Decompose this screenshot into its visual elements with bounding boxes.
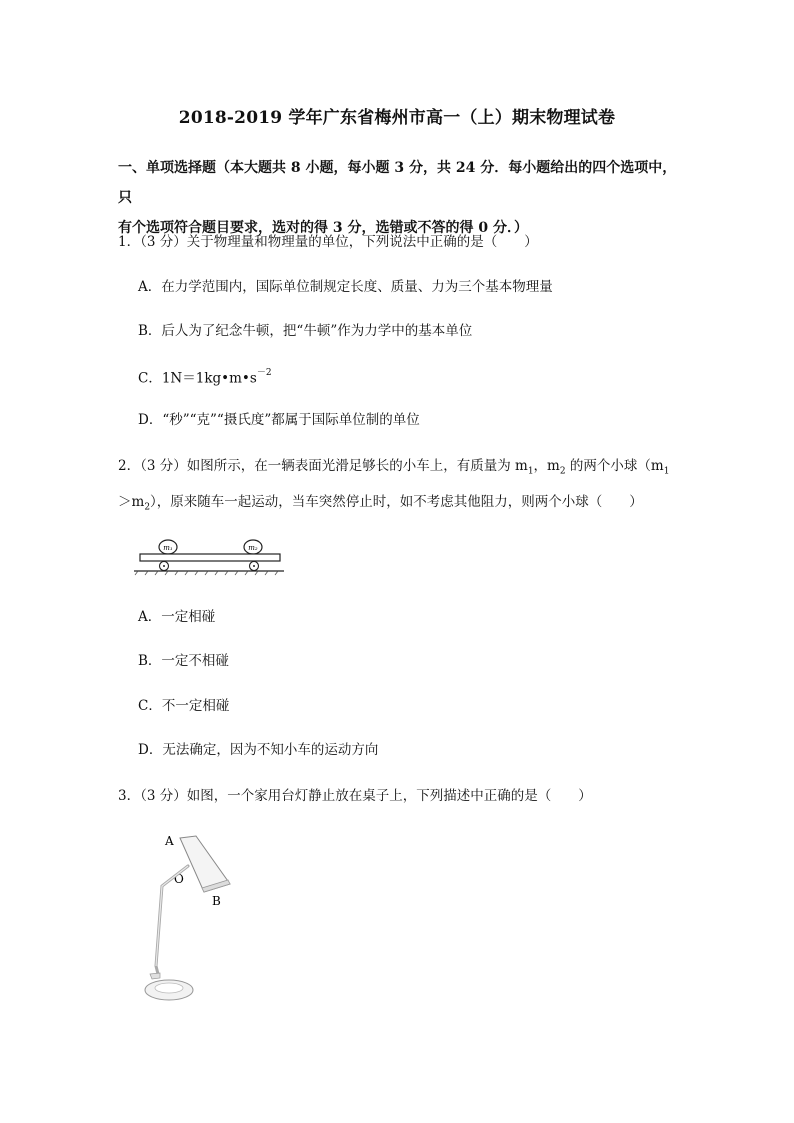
cart-figure <box>134 535 284 579</box>
ball-m1 <box>159 540 177 554</box>
question-1-stem: 1．（3 分）关于物理量和物理量的单位，下列说法中正确的是（ ） <box>118 234 538 250</box>
question-2-option-b: B．一定不相碰 <box>138 653 229 669</box>
question-1-option-c <box>138 364 272 390</box>
question-1-option-b: B．后人为了纪念牛顿，把“牛顿”作为力学中的基本单位 <box>138 323 473 339</box>
option-c-exponent: －2 <box>256 368 272 378</box>
question-2-option-a: A．一定相碰 <box>138 609 216 625</box>
section-heading-line2: 有个选项符合题目要求，选对的得 3 分，选错或不答的得 0 分．） <box>118 220 528 236</box>
question-2-stem-line2: $>m_2$），原来随车一起运动，当车突然停止时，如不考虑其他阻力，则两个小球（ ） <box>118 493 643 513</box>
section-heading-line1: 一、单项选择题（本大题共 8 小题，每小题 3 分，共 24 分．每小题给出的四个选项中，只 <box>118 160 677 206</box>
lamp-figure <box>138 826 248 1006</box>
question-2-stem-line1: 2．（3 分）如图所示，在一辆表面光滑足够长的小车上，有质量为 $m_1$，$m_2$ 的两个小球（$m_1$ <box>118 458 670 477</box>
question-1-option-a: A．在力学范围内，国际单位制规定长度、质量、力为三个基本物理量 <box>138 279 553 295</box>
question-3-stem: 3．（3 分）如图，一个家用台灯静止放在桌子上，下列描述中正确的是（ ） <box>118 788 592 804</box>
question-2-stem <box>118 451 688 522</box>
ball-m2 <box>244 540 262 554</box>
question-2-option-d: D．无法确定，因为不知小车的运动方向 <box>138 742 379 758</box>
ball-m1-label: m₁ <box>163 544 173 552</box>
lamp-label-b: B <box>212 894 221 908</box>
lamp-label-o: O <box>174 872 184 886</box>
question-1-option-d: D．“秒”“克”“摄氏度”都属于国际单位制的单位 <box>138 412 420 428</box>
page-title: 2018-2019 学年广东省梅州市高一（上）期末物理试卷 <box>178 108 616 128</box>
lamp-label-a: A <box>165 834 174 848</box>
lamp-base <box>145 973 193 1000</box>
ball-m2-label: m₂ <box>248 544 258 552</box>
cart-board <box>140 554 280 561</box>
option-c-text: C．1N＝1kg•m•s <box>138 370 257 387</box>
lamp-shade <box>180 836 230 892</box>
question-2-option-c: C．不一定相碰 <box>138 698 230 714</box>
